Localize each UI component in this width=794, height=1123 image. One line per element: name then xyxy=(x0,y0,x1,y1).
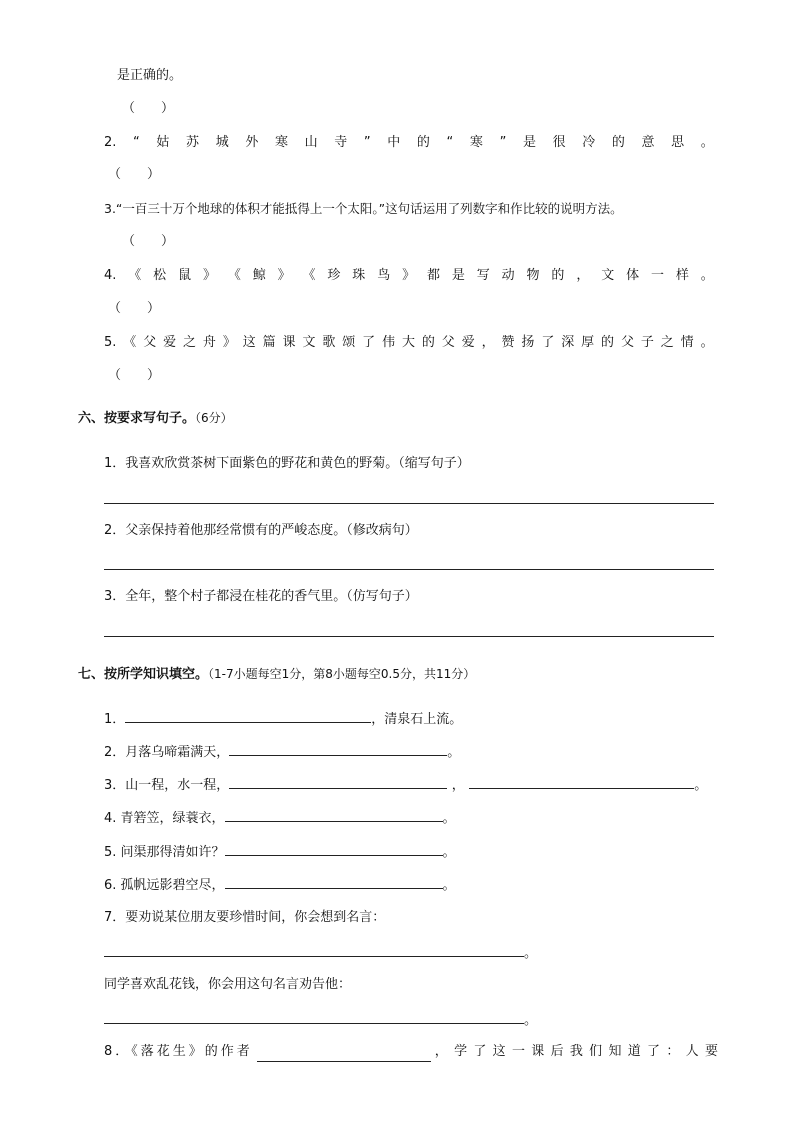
tf-q5-char: 《 xyxy=(123,335,137,350)
sec7-q1-tail: ，清泉石上流。 xyxy=(371,712,463,727)
tf-q4-char: 文 xyxy=(601,268,615,283)
tf-q2-char: 中 xyxy=(387,135,401,150)
sec7-q3-blank-1[interactable] xyxy=(229,774,447,789)
tf-q5-char: 父 xyxy=(143,335,157,350)
tf-q2-char: 苏 xyxy=(186,135,200,150)
tf-q4-char: 《 xyxy=(227,268,241,283)
tf-q2-char: 城 xyxy=(215,135,229,150)
sec7-q6-head: 6. 孤帆远影碧空尽， xyxy=(104,878,225,893)
tf-q2-char: 的 xyxy=(416,135,430,150)
sec7-q6-blank[interactable] xyxy=(225,874,443,889)
sec7-q8-tail-char: 了 xyxy=(473,1044,487,1059)
sec7-q8-tail-char: 这 xyxy=(492,1044,506,1059)
tf-q5-char: 子 xyxy=(640,335,654,350)
tf-q4-char: 物 xyxy=(526,268,540,283)
sec7-q8-tail-char: 人 xyxy=(685,1044,699,1059)
sec7-q7-period: 。 xyxy=(524,946,538,961)
sec7-q1-number: 1． xyxy=(104,712,126,727)
sec7-q7b-blank[interactable] xyxy=(104,1009,524,1024)
tf-q5-char: 的 xyxy=(601,335,615,350)
sec7-q8-tail-char: ： xyxy=(666,1044,680,1059)
sec6-q3-answer-line[interactable] xyxy=(104,636,714,637)
tf-q5-char: 父 xyxy=(441,335,455,350)
tf-q4-char: 《 xyxy=(128,268,142,283)
tf-q4-char: 是 xyxy=(451,268,465,283)
tf-q5-char: 歌 xyxy=(322,335,336,350)
sec7-q8-blank[interactable] xyxy=(257,1047,431,1062)
sec7-q3-head: 3．山一程，水一程， xyxy=(104,778,230,793)
tf-q2-char: 冷 xyxy=(582,135,596,150)
tf-q2-char: 2. xyxy=(104,135,117,150)
tf-q4-char: 鲸 xyxy=(252,268,266,283)
tf-q2-char: 的 xyxy=(611,135,625,150)
sec7-q8-tail-char: ， xyxy=(434,1044,448,1059)
tf-q4-char: 写 xyxy=(476,268,490,283)
tf-q4-answer-paren[interactable]: （ ） xyxy=(108,301,161,316)
tf-q4-statement xyxy=(104,266,714,286)
tf-q5-char: 》 xyxy=(222,335,236,350)
tf-q2-char: 意 xyxy=(641,135,655,150)
tf-q2-char: 是 xyxy=(522,135,536,150)
sec7-q8-head: 8．《落花生》的作者 xyxy=(104,1044,253,1059)
tf-q2-statement xyxy=(104,133,714,153)
tf-q2-char: 寒 xyxy=(274,135,288,150)
tf-q1-continuation: 是正确的。 xyxy=(117,68,183,83)
sec7-q4-blank[interactable] xyxy=(225,807,443,822)
sec7-q6 xyxy=(104,874,456,896)
tf-q4-char: 《 xyxy=(302,268,316,283)
tf-q5-char: 之 xyxy=(660,335,674,350)
sec7-q8-tail-char: 了 xyxy=(647,1044,661,1059)
tf-q3-statement: 3.“一百三十万个地球的体积才能抵得上一个太阳。”这句话运用了列数字和作比较的说明方法。 xyxy=(104,201,623,216)
tf-q5-char: ， xyxy=(481,335,495,350)
sec7-q3-blank-2[interactable] xyxy=(469,774,694,789)
tf-q4-char: 鼠 xyxy=(178,268,192,283)
tf-q5-char: 。 xyxy=(700,335,714,350)
tf-q2-char: 外 xyxy=(245,135,259,150)
sec7-q8-tail-char: 学 xyxy=(454,1044,468,1059)
sec7-q8-tail-char: 知 xyxy=(608,1044,622,1059)
tf-q2-char: 姑 xyxy=(156,135,170,150)
tf-q4-char: 》 xyxy=(277,268,291,283)
sec7-q7-answer-row xyxy=(104,942,537,964)
tf-q5-char: 大 xyxy=(401,335,415,350)
tf-q5-statement xyxy=(104,333,714,353)
tf-q5-char: 情 xyxy=(680,335,694,350)
sec6-q1: 1．我喜欢欣赏茶树下面紫色的野花和黄色的野菊。（缩写句子） xyxy=(104,456,470,471)
sec7-q5-period: 。 xyxy=(442,845,456,860)
sec7-q3 xyxy=(104,774,707,796)
tf-q4-char: 。 xyxy=(700,268,714,283)
sec7-q7: 7．要劝说某位朋友要珍惜时间，你会想到名言： xyxy=(104,910,386,925)
tf-q5-char: 父 xyxy=(620,335,634,350)
tf-q5-char: 课 xyxy=(282,335,296,350)
tf-q4-char: 4. xyxy=(104,268,117,283)
sec7-q3-comma: ， xyxy=(451,778,465,793)
sec7-q5-blank[interactable] xyxy=(225,841,443,856)
tf-q4-char: 》 xyxy=(202,268,216,283)
sec7-q8-tail-char: 一 xyxy=(511,1044,525,1059)
sec7-q6-period: 。 xyxy=(442,878,456,893)
tf-q5-char: 这 xyxy=(242,335,256,350)
tf-q4-char: 都 xyxy=(426,268,440,283)
sec7-q4 xyxy=(104,807,456,829)
sec7-q8-tail-char: 后 xyxy=(550,1044,564,1059)
tf-q4-char: 珍 xyxy=(327,268,341,283)
tf-q2-char: “ xyxy=(446,135,454,150)
tf-q2-char: 寺 xyxy=(334,135,348,150)
sec7-q2-blank[interactable] xyxy=(229,741,447,756)
tf-q5-char: 爱 xyxy=(163,335,177,350)
tf-q5-char: 的 xyxy=(421,335,435,350)
tf-q4-char: 松 xyxy=(153,268,167,283)
sec6-q2-answer-line[interactable] xyxy=(104,569,714,570)
tf-q5-char: 之 xyxy=(183,335,197,350)
tf-q5-char: 扬 xyxy=(521,335,535,350)
section-6-heading xyxy=(78,408,233,429)
sec7-q8-tail xyxy=(435,1042,718,1062)
tf-q5-char: 篇 xyxy=(262,335,276,350)
tf-q5-answer-paren[interactable]: （ ） xyxy=(108,368,161,383)
section-7-score: （1-7小题每空1分，第8小题每空0.5分，共11分） xyxy=(208,667,476,681)
section-7-heading xyxy=(78,664,475,685)
tf-q4-char: 鸟 xyxy=(377,268,391,283)
sec7-q8-tail-char: 要 xyxy=(704,1044,718,1059)
sec7-q8-tail-char: 道 xyxy=(627,1044,641,1059)
sec7-q2-period: 。 xyxy=(447,745,461,760)
tf-q1-answer-paren[interactable]: （ ） xyxy=(122,101,175,116)
tf-q4-char: 的 xyxy=(551,268,565,283)
tf-q2-char: 寒 xyxy=(469,135,483,150)
sec7-q1-blank[interactable] xyxy=(125,708,371,723)
tf-q5-char: 舟 xyxy=(202,335,216,350)
sec7-q7-blank[interactable] xyxy=(104,942,524,957)
tf-q4-char: 》 xyxy=(402,268,416,283)
section-7-title: 七、按所学知识填空。 xyxy=(78,667,209,682)
tf-q2-char: “ xyxy=(133,135,140,150)
tf-q5-char: 文 xyxy=(302,335,316,350)
sec7-q3-period: 。 xyxy=(694,778,708,793)
sec7-q7b-period: 。 xyxy=(524,1013,538,1028)
sec7-q2-head: 2．月落乌啼霜满天， xyxy=(104,745,230,760)
tf-q3-answer-paren[interactable]: （ ） xyxy=(122,234,175,249)
sec6-q1-answer-line[interactable] xyxy=(104,503,714,504)
tf-q5-char: 伟 xyxy=(382,335,396,350)
sec6-q2: 2．父亲保持着他那经常惯有的严峻态度。（修改病句） xyxy=(104,523,418,538)
tf-q4-char: 珠 xyxy=(352,268,366,283)
sec7-q2 xyxy=(104,741,460,763)
sec7-q8-tail-char: 课 xyxy=(531,1044,545,1059)
sec7-q4-period: 。 xyxy=(442,811,456,826)
section-6-title: 六、按要求写句子。 xyxy=(78,411,196,426)
tf-q4-char: 动 xyxy=(501,268,515,283)
tf-q5-char: 深 xyxy=(561,335,575,350)
tf-q4-char: 样 xyxy=(675,268,689,283)
sec7-q5 xyxy=(104,841,456,863)
tf-q5-char: 了 xyxy=(362,335,376,350)
tf-q4-char: 一 xyxy=(650,268,664,283)
tf-q5-char: 5. xyxy=(104,335,117,350)
sec7-q7b: 同学喜欢乱花钱，你会用这句名言劝告他： xyxy=(104,977,352,992)
tf-q5-char: 爱 xyxy=(461,335,475,350)
sec7-q4-head: 4. 青箬笠，绿蓑衣， xyxy=(104,811,225,826)
tf-q5-char: 厚 xyxy=(581,335,595,350)
sec7-q8-tail-char: 我 xyxy=(569,1044,583,1059)
tf-q2-answer-paren[interactable]: （ ） xyxy=(108,167,161,182)
sec7-q8-tail-char: 们 xyxy=(589,1044,603,1059)
tf-q2-char: 山 xyxy=(304,135,318,150)
tf-q2-char: ” xyxy=(499,135,507,150)
tf-q2-char: 很 xyxy=(552,135,566,150)
tf-q2-char: ” xyxy=(363,135,371,150)
sec7-q8 xyxy=(104,1042,718,1062)
section-6-score: （6分） xyxy=(195,411,233,425)
tf-q5-char: 赞 xyxy=(501,335,515,350)
tf-q2-char: 。 xyxy=(700,135,714,150)
sec7-q7b-answer-row xyxy=(104,1009,537,1031)
sec7-q1 xyxy=(104,708,462,730)
sec7-q5-head: 5. 问渠那得清如许？ xyxy=(104,845,225,860)
tf-q4-char: ， xyxy=(576,268,590,283)
tf-q2-char: 思 xyxy=(671,135,685,150)
sec6-q3: 3．全年，整个村子都浸在桂花的香气里。（仿写句子） xyxy=(104,589,418,604)
tf-q5-char: 了 xyxy=(541,335,555,350)
tf-q5-char: 颂 xyxy=(342,335,356,350)
tf-q4-char: 体 xyxy=(626,268,640,283)
